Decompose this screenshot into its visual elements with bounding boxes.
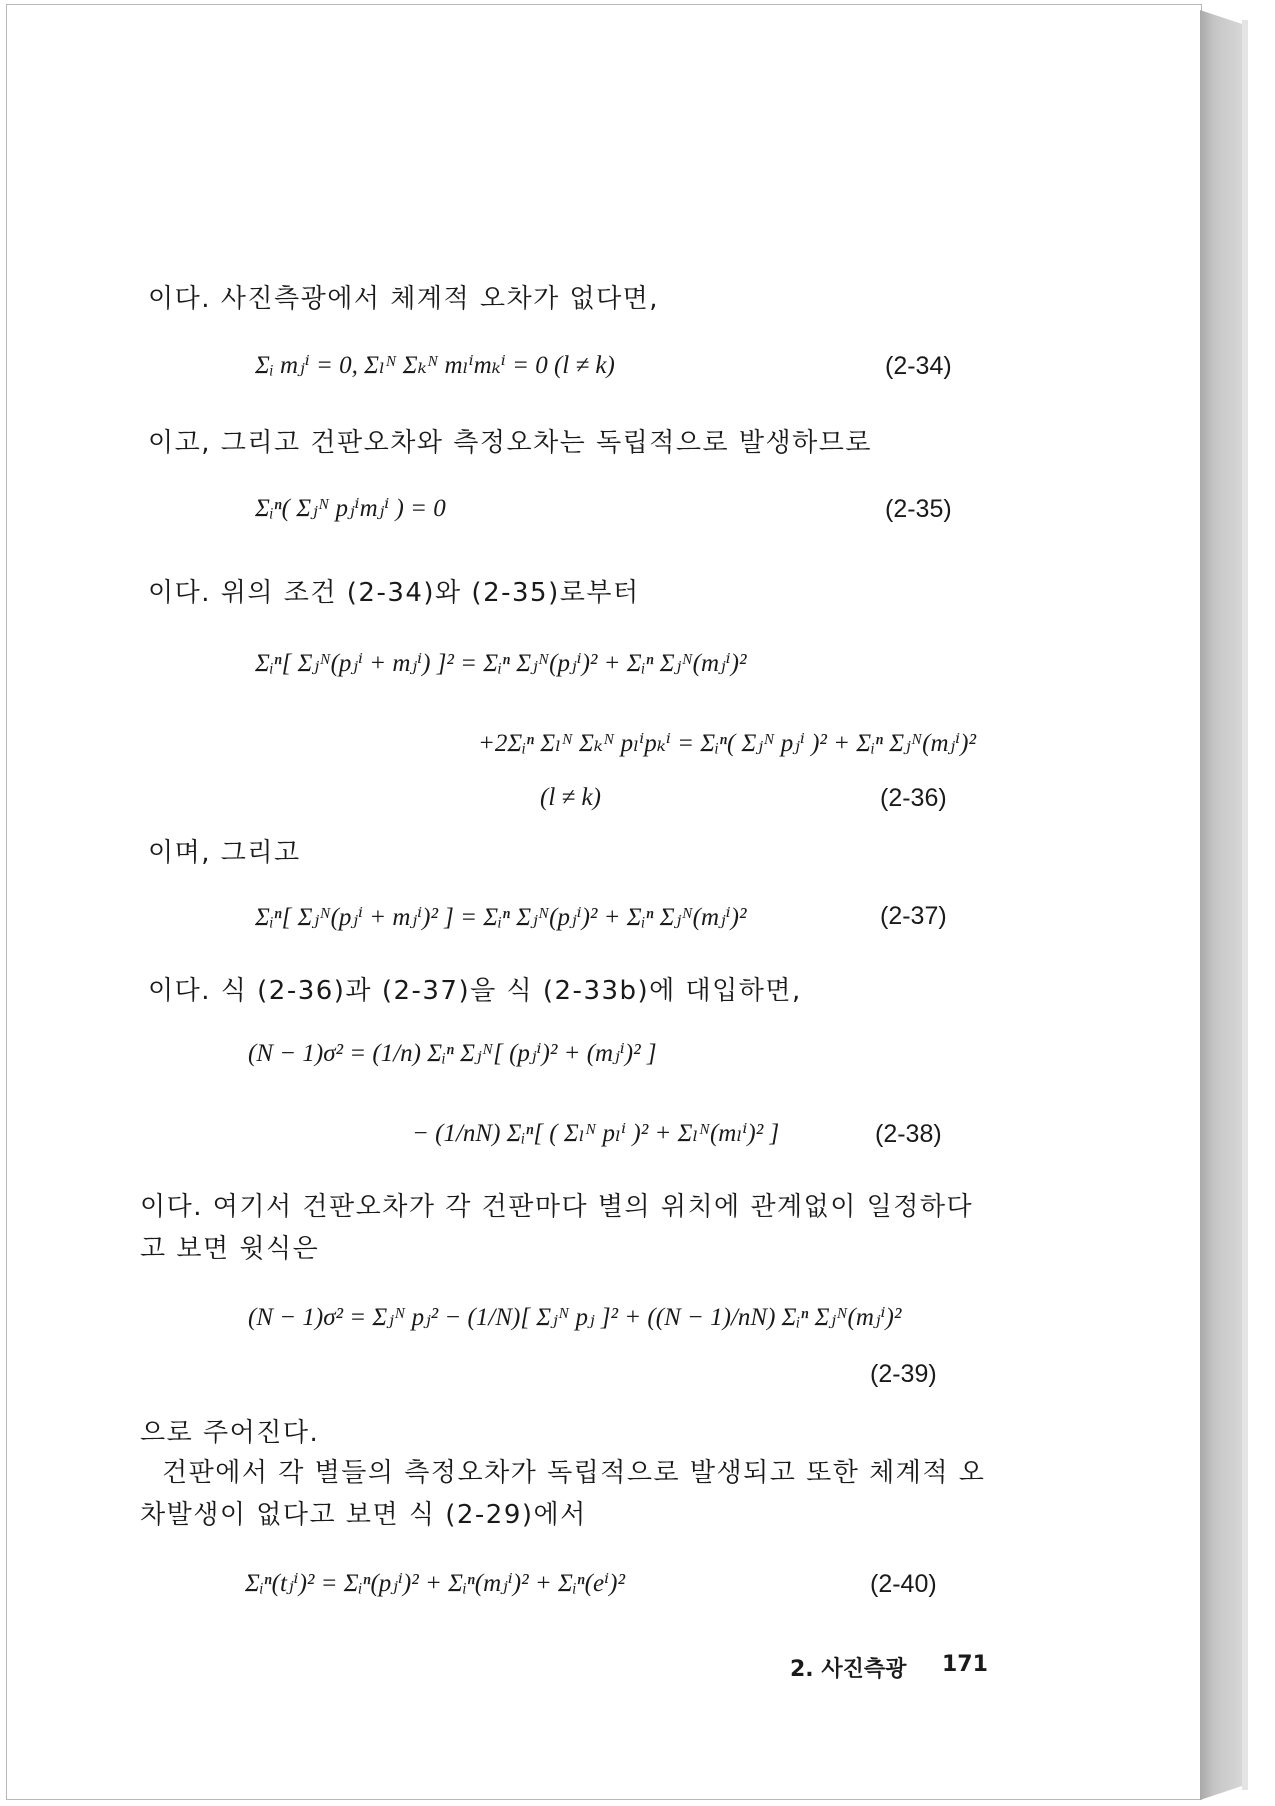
equation-2-36-line-1: Σᵢⁿ[ Σⱼᴺ(pⱼⁱ + mⱼⁱ) ]² = Σᵢⁿ Σⱼᴺ(pⱼⁱ)² + Σᵢⁿ Σⱼᴺ(mⱼⁱ)² [255,650,747,677]
running-footer-section: 2. 사진측광 [790,1657,907,1682]
text-line-10: 차발생이 없다고 보면 식 (2-29)에서 [140,1500,587,1530]
equation-number-2-36: (2-36) [880,784,947,812]
page-edge-stack [1200,10,1242,1800]
page-edge-shadow [1242,20,1248,1790]
equation-number-2-39: (2-39) [870,1360,937,1388]
text-line-8: 으로 주어진다. [140,1418,320,1448]
equation-2-40: Σᵢⁿ(tⱼⁱ)² = Σᵢⁿ(pⱼⁱ)² + Σᵢⁿ(mⱼⁱ)² + Σᵢⁿ(eⁱ)² [245,1570,625,1597]
equation-number-2-40: (2-40) [870,1570,937,1598]
text-line-7: 고 보면 윗식은 [140,1234,320,1264]
equation-number-2-37: (2-37) [880,902,947,930]
text-line-2: 이고, 그리고 건판오차와 측정오차는 독립적으로 발생하므로 [148,428,872,458]
page-number: 171 [942,1652,988,1677]
text-line-1: 이다. 사진측광에서 체계적 오차가 없다면, [148,284,660,314]
equation-2-39: (N − 1)σ² = Σⱼᴺ pⱼ² − (1/N)[ Σⱼᴺ pⱼ ]² + ((N − 1)/nN) Σᵢⁿ Σⱼᴺ(mⱼⁱ)² [248,1304,902,1331]
text-line-5: 이다. 식 (2-36)과 (2-37)을 식 (2-33b)에 대입하면, [148,976,802,1006]
equation-number-2-34: (2-34) [885,352,952,380]
text-line-6: 이다. 여기서 건판오차가 각 건판마다 별의 위치에 관계없이 일정하다 [140,1192,974,1222]
text-line-3: 이다. 위의 조건 (2-34)와 (2-35)로부터 [148,578,640,608]
equation-2-34: Σᵢ mⱼⁱ = 0, Σₗᴺ Σₖᴺ mₗⁱmₖⁱ = 0 (l ≠ k) [255,352,615,379]
equation-number-2-38: (2-38) [875,1120,942,1148]
equation-2-36-condition: (l ≠ k) [540,784,601,811]
equation-number-2-35: (2-35) [885,495,952,523]
equation-2-38-line-2: − (1/nN) Σᵢⁿ[ ( Σₗᴺ pₗⁱ )² + Σₗᴺ(mₗⁱ)² ] [412,1120,780,1147]
equation-2-35: Σᵢⁿ( Σⱼᴺ pⱼⁱmⱼⁱ ) = 0 [255,495,446,522]
text-line-4: 이며, 그리고 [148,838,301,868]
equation-2-38-line-1: (N − 1)σ² = (1/n) Σᵢⁿ Σⱼᴺ[ (pⱼⁱ)² + (mⱼⁱ)² ] [248,1040,657,1067]
equation-2-36-line-2: +2Σᵢⁿ Σₗᴺ Σₖᴺ pₗⁱpₖⁱ = Σᵢⁿ( Σⱼᴺ pⱼⁱ )² + Σᵢⁿ Σⱼᴺ(mⱼⁱ)² [478,730,976,757]
equation-2-37: Σᵢⁿ[ Σⱼᴺ(pⱼⁱ + mⱼⁱ)² ] = Σᵢⁿ Σⱼᴺ(pⱼⁱ)² + Σᵢⁿ Σⱼᴺ(mⱼⁱ)² [255,904,747,931]
text-line-9: 건판에서 각 별들의 측정오차가 독립적으로 발생되고 또한 체계적 오 [162,1458,986,1488]
